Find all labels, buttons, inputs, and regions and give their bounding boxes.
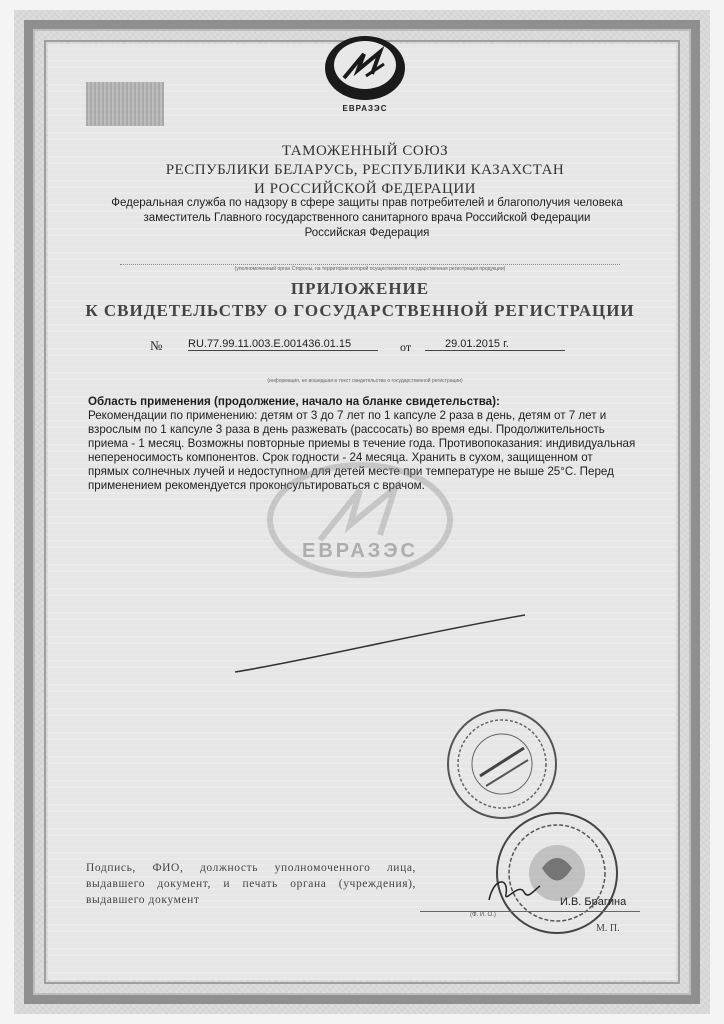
scope-content: Рекомендации по применению: детям от 3 до 7 лет по 1 капсуле 2 раза в день, детям от 7 лет и взрослым по 1 капсуле 3 раза в день разжевать (рассосать) во время еды. Продолжительность приема - 1 месяц. Возможны повторные приемы в течение года. Противопоказания: индивидуальная непереносимость компонентов. Срок годности - 24 месяца. Хранить в сухом, защищенном от прямых солнечных лучей и недоступном для детей месте при температуре не выше 25°С. Перед применением рекомендуется проконсультироваться с врачом. [88, 409, 636, 492]
signer-name: И.В. Брагина [560, 896, 627, 908]
handwritten-signature-icon [484, 872, 544, 908]
watermark-emblem-icon [250, 460, 470, 590]
logo-text: ЕВРАЗЭС [342, 104, 388, 113]
header-line-1: ТАМОЖЕННЫЙ СОЮЗ [281, 143, 449, 159]
document-title [60, 278, 660, 322]
authority-footnote: (уполномоченный орган Стороны, на территории которой осуществляется государственная регистрация продукции) [120, 264, 620, 272]
signer-underline [420, 911, 640, 912]
watermark-text: ЕВРАЗЭС [301, 540, 418, 562]
fio-caption: (Ф. И. О.) [470, 912, 496, 918]
registration-line [150, 338, 570, 354]
signature-caption: Подпись, ФИО, должность уполномоченного лица, выдавшего документ, и печать органа (учреждения), выдавшего документ [86, 862, 416, 906]
authority-line-3: Российская Федерация [304, 227, 430, 239]
signature-stroke-icon [230, 610, 530, 680]
number-label: № [150, 338, 163, 353]
registration-date: 29.01.2015 г. [425, 338, 565, 351]
title-line-1: ПРИЛОЖЕНИЕ [290, 279, 430, 298]
header-line-2: РЕСПУБЛИКИ БЕЛАРУСЬ, РЕСПУБЛИКИ КАЗАХСТАН [165, 162, 565, 178]
corner-stamp [86, 82, 164, 126]
authority-line-2: заместитель Главного государственного санитарного врача Российской Федерации [143, 212, 591, 224]
union-header [70, 142, 660, 199]
round-stamp-icon [442, 704, 562, 824]
registration-number: RU.77.99.11.003.E.001436.01.15 [188, 338, 378, 351]
title-line-2: К СВИДЕТЕЛЬСТВУ О ГОСУДАРСТВЕННОЙ РЕГИСТРАЦИИ [85, 301, 635, 320]
authority-line-1: Федеральная служба по надзору в сфере защиты прав потребителей и благополучия человека [111, 197, 623, 209]
evrazes-logo [320, 34, 410, 113]
issuing-authority [82, 196, 652, 241]
date-label: от [400, 340, 412, 354]
header-line-3: И РОССИЙСКОЙ ФЕДЕРАЦИИ [253, 181, 476, 197]
logo-emblem-icon [320, 34, 410, 104]
scope-heading: Область применения (продолжение, начало на бланке свидетельства): [88, 395, 500, 408]
seal-placeholder-label: М. П. [596, 923, 620, 934]
registration-footnote: (информация, не вошедшая в текст свидетельства о государственной регистрации) [267, 378, 463, 384]
